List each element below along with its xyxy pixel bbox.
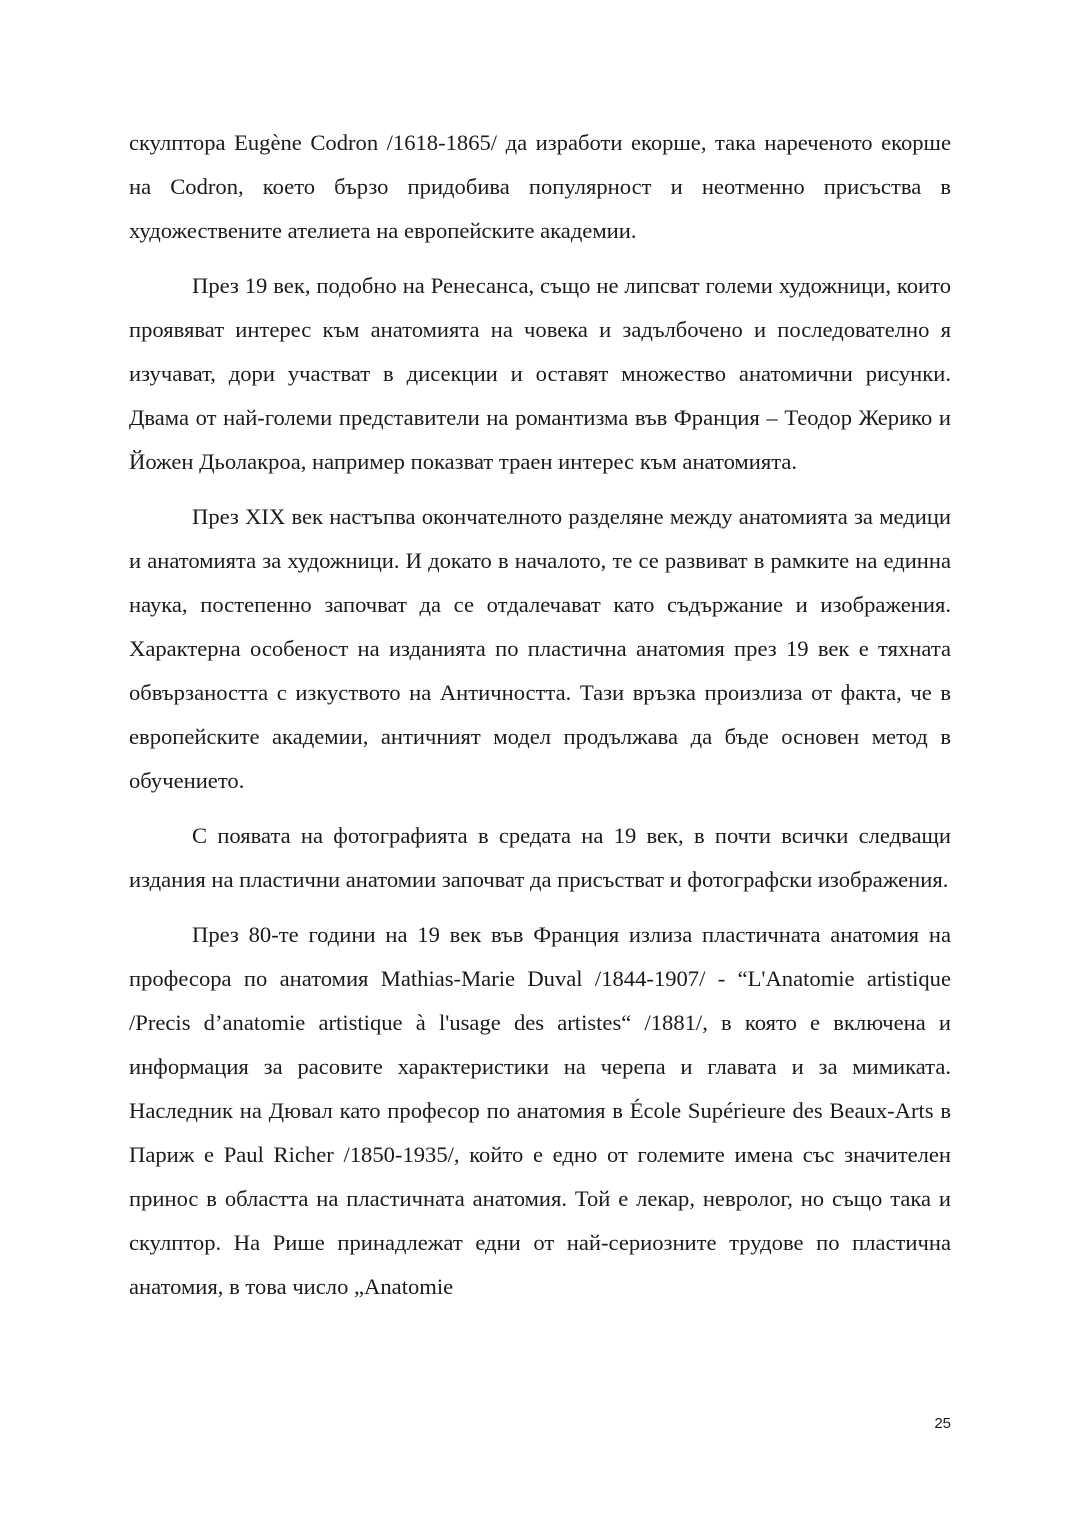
paragraph-2: През 19 век, подобно на Ренесанса, също не липсват големи художници, които проявяват интерес към анатомията на човека и задълбочено и последователно я изучават, дори участват в дисекции и оставят множество анатомични рисунки. Двама от най-големи представители на романтизма във Франция – Теодор Жерико и Йожен Дьолакроа, например показват траен интерес към анатомията. [129, 273, 951, 474]
paragraph-4: С появата на фотографията в средата на 19 век, в почти всички следващи издания на пластични анатомии започват да присъстват и фотографски изображения. [129, 823, 951, 892]
body-text [129, 121, 951, 1309]
page-number: 25 [934, 1415, 951, 1432]
paragraph-5: През 80-те години на 19 век във Франция излиза пластичната анатомия на професора по анатомия Mathias-Marie Duval /1844-1907/ - “L'Anatomie artistique /Precis d’anatomie artistique à l'usage des artistes“ /1881/, в която е включена и информация за расовите характеристики на черепа и главата и за мимиката. Наследник на Дювал като професор по анатомия в École Supérieure des Beaux-Arts в Париж е Paul Richer /1850-1935/, който е едно от големите имена със значителен принос в областта на пластичната анатомия. Той е лекар, невролог, но също така и скулптор. На Рише принадлежат едни от най-сериозните трудове по пластична анатомия, в това число „Anatomie [129, 922, 951, 1299]
paragraph-3: През XIX век настъпва окончателното разделяне между анатомията за медици и анатомията за художници. И докато в началото, те се развиват в рамките на единна наука, постепенно започват да се отдалечават като съдържание и изображения. Характерна особеност на изданията по пластична анатомия през 19 век е тяхната обвързаността с изкуството на Античността. Тази връзка произлиза от факта, че в европейските академии, античният модел продължава да бъде основен метод в обучението. [129, 504, 951, 793]
paragraph-1: скулптора Eugène Codron /1618-1865/ да изработи екорше, така нареченото екорше на Codron, което бързо придобива популярност и неотменно присъства в художествените ателиета на европейските академии. [129, 130, 951, 243]
